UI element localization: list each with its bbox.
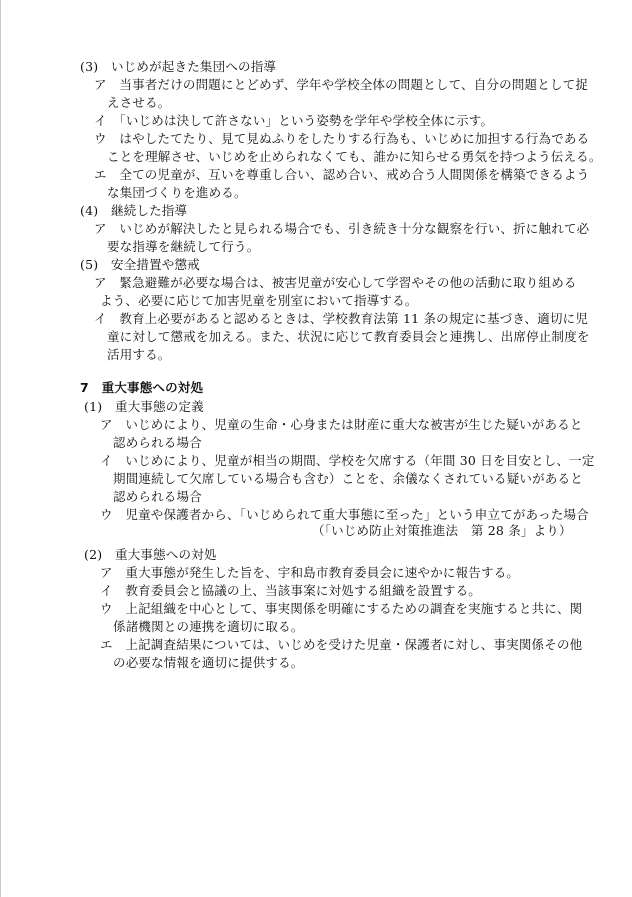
section-7-1-item-u-line-1: ウ 児童や保護者から、「いじめられて重大事態に至った」という申立てがあった場合: [100, 507, 589, 522]
section-7-1-citation: （「いじめ防止対策推進法 第 28 条」より）: [312, 523, 572, 538]
section-7-1-item-i-line-1: イ いじめにより、児童が相当の期間、学校を欠席する（年間 30 日を目安とし、一定: [100, 453, 595, 468]
section-7-2-item-i-line-1: イ 教育委員会と協議の上、当該事案に対処する組織を設置する。: [100, 583, 482, 598]
section-7-1-item-a-line-1: ア いじめにより、児童の生命・心身または財産に重大な被害が生じた疑いがあると: [100, 417, 583, 432]
section-7-2-item-e-line-2: の必要な情報を適切に提供する。: [113, 655, 304, 670]
section-5-item-i-line-3: 活用する。: [107, 347, 171, 362]
section-7-2-item-u-line-1: ウ 上記組織を中心として、事実関係を明確にするための調査を実施すると共に、関: [100, 601, 583, 616]
section-5-item-a-line-2: よう、必要に応じて加害児童を別室において指導する。: [100, 293, 418, 308]
section-3-item-u-line-1: ウ はやしたてたり、見て見ぬふりをしたりする行為も、いじめに加担する行為である: [94, 131, 590, 146]
section-7-2-item-u-line-2: 係諸機関との連携を適切に取る。: [113, 619, 304, 634]
section-5-item-i-line-2: 童に対して懲戒を加える。また、状況に応じて教育委員会と連携し、出席停止制度を: [107, 329, 590, 344]
section-5-heading: (5) 安全措置や懲戒: [80, 257, 200, 272]
section-4-heading: (4) 継続した指導: [80, 203, 188, 218]
section-7-1-item-a-line-2: 認められる場合: [113, 435, 202, 450]
section-7-heading: 7 重大事態への対処: [80, 380, 204, 395]
section-7-2-item-a-line-1: ア 重大事態が発生した旨を、宇和島市教育委員会に速やかに報告する。: [100, 565, 520, 580]
section-7-1-heading: (1) 重大事態の定義: [84, 399, 204, 414]
page-edge: [0, 0, 1, 897]
section-7-1-item-i-line-2: 期間連続して欠席している場合も含む）ことを、余儀なくされている疑いがあると: [113, 471, 583, 486]
section-4-item-a-line-2: 要な指導を継続して行う。: [107, 239, 260, 254]
section-3-item-u-line-2: ことを理解させ、いじめを止められなくても、誰かに知らせる勇気を持つよう伝える。: [107, 149, 602, 164]
section-7-2-item-e-line-1: エ 上記調査結果については、いじめを受けた児童・保護者に対し、事実関係その他: [100, 637, 583, 652]
section-4-item-a-line-1: ア いじめが解決したと見られる場合でも、引き続き十分な観察を行い、折に触れて必: [94, 221, 590, 236]
section-3-item-e-line-2: な集団づくりを進める。: [107, 185, 247, 200]
section-3-item-a-line-2: えさせる。: [107, 95, 171, 110]
section-3-item-a-line-1: ア 当事者だけの問題にとどめず、学年や学校全体の問題として、自分の問題として捉: [94, 77, 589, 92]
section-7-1-item-i-line-3: 認められる場合: [113, 489, 202, 504]
section-3-item-e-line-1: エ 全ての児童が、互いを尊重し合い、認め合い、戒め合う人間関係を構築できるよう: [94, 167, 590, 182]
section-3-heading: (3) いじめが起きた集団への指導: [80, 59, 277, 74]
section-5-item-i-line-1: イ 教育上必要があると認めるときは、学校教育法第 11 条の規定に基づき、適切に児: [94, 311, 589, 326]
section-3-item-i-line-1: イ 「いじめは決して許さない」という姿勢を学年や学校全体に示す。: [94, 113, 494, 128]
section-5-item-a-line-1: ア 緊急避難が必要な場合は、被害児童が安心して学習やその他の活動に取り組める: [94, 275, 577, 290]
section-7-2-heading: (2) 重大事態への対処: [84, 547, 217, 562]
